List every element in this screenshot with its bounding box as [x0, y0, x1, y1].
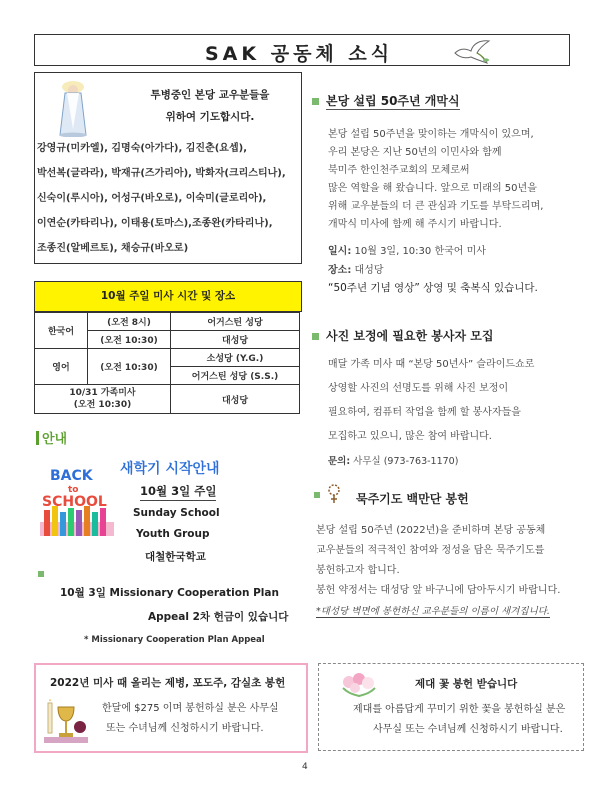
mission-appeal-line-2: Appeal 2차 헌금이 있습니다	[148, 611, 289, 623]
korean-label: 한국어	[35, 313, 88, 349]
chalice-icon	[44, 697, 88, 745]
volunteer-contact	[328, 453, 458, 467]
prayer-line: 강영규(미카엘), 김명숙(아가다), 김진춘(요셉),	[37, 143, 248, 154]
rosary-icon	[326, 484, 342, 504]
school-item-korean-school: 대철한국학교	[145, 551, 206, 563]
contact-label: 문의:	[328, 456, 351, 467]
bullet-icon	[38, 571, 44, 577]
rosary-para: 봉헌 약정서는 대성당 앞 바구니에 담아두시기 바랍니다.	[316, 585, 561, 596]
mission-appeal-line-1: 10월 3일 Missionary Cooperation Plan	[60, 587, 279, 599]
anniversary-video-note: “50주년 기념 영상” 상영 및 축복식 있습니다.	[328, 282, 538, 294]
volunteer-para: 모집하고 있으니, 많은 참여 바랍니다.	[328, 431, 492, 442]
anniversary-para: 본당 설립 50주년을 맞이하는 개막식이 있으며,	[328, 129, 534, 140]
bullet-icon	[312, 98, 319, 105]
announce-label	[36, 428, 67, 447]
offering-box	[34, 663, 308, 753]
bullet-icon	[314, 492, 320, 498]
mass-schedule-heading: 10월 주일 미사 시간 및 장소	[34, 281, 302, 312]
prayer-line: 신숙이(루시아), 어성구(바오로), 이숙미(글로리아),	[37, 193, 267, 204]
korean-time-1: (오전 8시)	[88, 313, 171, 331]
prayer-line: 조종진(알베르토), 채승규(바오로)	[37, 243, 189, 254]
rosary-para: 본당 설립 50주년 (2022년)을 준비하며 본당 공동체	[316, 525, 546, 536]
school-start-title: 새학기 시작안내	[120, 461, 220, 477]
school-word: SCHOOL	[42, 494, 107, 510]
virgin-mary-icon	[53, 79, 93, 137]
family-time: (오전 10:30)	[73, 400, 132, 410]
english-time: (오전 10:30)	[88, 349, 171, 385]
family-place: 대성당	[171, 385, 300, 414]
rosary-title: 묵주기도 백만단 봉헌	[356, 492, 469, 506]
rosary-para: 봉헌하고자 합니다.	[316, 565, 400, 576]
offering-line-1: 한달에 $275 이며 봉헌하실 분은 사무실	[102, 703, 279, 714]
contact-value: 사무실 (973-763-1170)	[350, 456, 459, 467]
anniversary-date	[328, 242, 486, 257]
flowers-line-1: 제대를 아름답게 꾸미기 위한 꽃을 봉헌하실 분은	[353, 704, 566, 715]
english-place-2: 어거스틴 성당 (S.S.)	[171, 367, 300, 385]
page-title: SAK 공동체 소식	[205, 43, 394, 65]
school-item-sunday-school: Sunday School	[133, 507, 220, 519]
prayer-line: 이연순(카타리나), 이태용(토마스),조종완(카타리나),	[37, 218, 273, 229]
page-number: 4	[302, 762, 308, 772]
school-start-date: 10월 3일 주일	[140, 483, 216, 501]
english-place-1: 소성당 (Y.G.)	[171, 349, 300, 367]
offering-line-2: 또는 수녀님께 신청하시기 바랍니다.	[106, 723, 264, 734]
place-label: 장소:	[328, 265, 352, 276]
volunteer-title	[312, 327, 493, 344]
prayer-line: 박선복(글라라), 박재규(즈가리아), 박화자(크리스티나),	[37, 168, 286, 179]
volunteer-para: 상영할 사진의 선명도를 위해 사진 보정이	[328, 383, 509, 394]
prayer-heading-1: 투병중인 본당 교우분들을	[150, 89, 270, 101]
anniversary-para: 개막식 미사에 함께 해 주시기 바랍니다.	[328, 219, 502, 230]
volunteer-para: 매달 가족 미사 때 “본당 50년사” 슬라이드쇼로	[328, 359, 535, 370]
mission-appeal-note: * Missionary Cooperation Plan Appeal	[84, 635, 265, 645]
offering-title: 2022년 미사 때 올리는 제병, 포도주, 감실초 봉헌	[50, 677, 286, 689]
announce-bar	[36, 431, 39, 445]
anniversary-para: 우리 본당은 지난 50년의 이민사와 함께	[328, 147, 502, 158]
flowers-line-2: 사무실 또는 수녀님께 신청하시기 바랍니다.	[373, 724, 563, 735]
date-label: 일시:	[328, 246, 352, 257]
to-word: to	[68, 485, 79, 495]
english-label: 영어	[35, 349, 88, 385]
bullet-icon	[312, 333, 319, 340]
back-word: BACK	[50, 468, 93, 484]
school-item-youth-group: Youth Group	[136, 528, 210, 540]
anniversary-title	[312, 92, 460, 109]
back-to-school-illustration	[40, 460, 114, 538]
flower-bouquet-icon	[339, 670, 379, 700]
title-banner	[34, 34, 570, 66]
mass-schedule-table	[34, 312, 300, 414]
date-value: 10월 3일, 10:30 한국어 미사	[351, 246, 486, 257]
rosary-note: *대성당 벽면에 봉헌하신 교우분들의 이름이 새겨집니다.	[316, 603, 550, 618]
korean-place-2: 대성당	[171, 331, 300, 349]
korean-place-1: 어거스틴 성당	[171, 313, 300, 331]
volunteer-title-text: 사진 보정에 필요한 봉사자 모집	[326, 329, 494, 343]
rosary-para: 교우분들의 적극적인 참여와 정성을 담은 묵주기도를	[316, 545, 545, 556]
family-label: 10/31 가족미사	[69, 388, 136, 398]
anniversary-para: 위해 교우분들의 더 큰 관심과 기도를 부탁드리며,	[328, 201, 544, 212]
anniversary-para: 많은 역할을 해 왔습니다. 앞으로 미래의 50년을	[328, 183, 537, 194]
place-value: 대성당	[351, 265, 384, 276]
prayer-heading-2: 위하여 기도합시다.	[165, 111, 255, 123]
korean-time-2: (오전 10:30)	[88, 331, 171, 349]
prayer-box	[34, 72, 302, 264]
anniversary-para: 북미주 한인천주교회의 모체로써	[328, 165, 470, 176]
volunteer-para: 필요하여, 컴퓨터 작업을 함께 할 봉사자들을	[328, 407, 521, 418]
family-mass-cell	[35, 385, 171, 414]
flowers-title: 제대 꽃 봉헌 받습니다	[415, 678, 518, 690]
dove-icon	[453, 39, 493, 65]
announce-label-text: 안내	[42, 432, 68, 447]
anniversary-place	[328, 261, 384, 276]
anniversary-title-text: 본당 설립 50주년 개막식	[326, 94, 460, 108]
flowers-box	[318, 663, 584, 751]
